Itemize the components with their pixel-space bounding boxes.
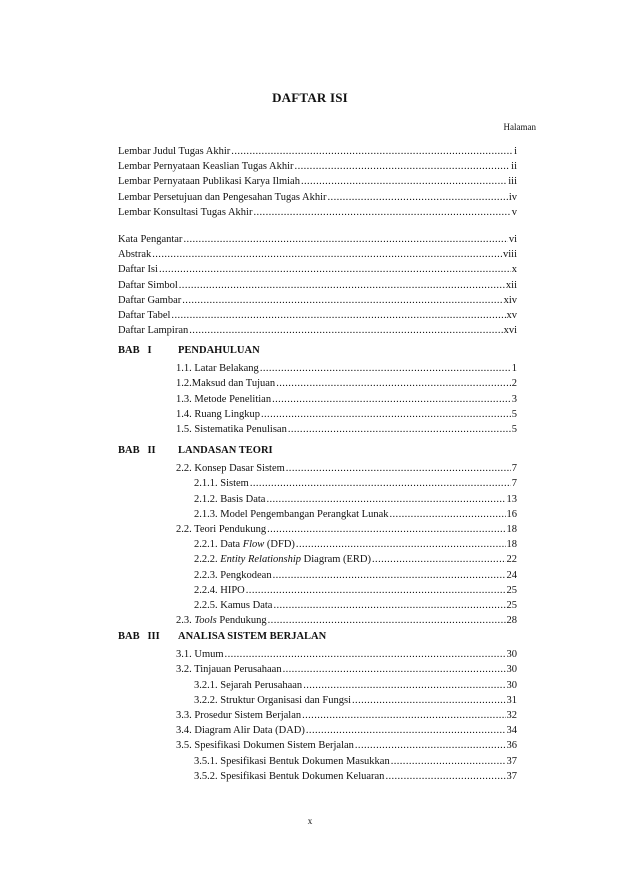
toc-entry-page: 30	[506, 664, 517, 676]
dot-leader	[328, 191, 508, 204]
toc-row	[118, 322, 517, 337]
toc-entry-page: iii	[508, 176, 517, 188]
toc-subsection-row	[194, 768, 517, 783]
toc-entry-label: Lembar Pernyataan Keaslian Tugas Akhir	[118, 161, 294, 173]
toc-entry-label: 2.2.5. Kamus Data	[194, 600, 273, 611]
toc-entry-label: 1.3. Metode Penelitian	[176, 393, 272, 405]
toc-entry-label: Kata Pengantar	[118, 234, 183, 245]
toc-entry-page: 25	[506, 600, 517, 611]
page-title: DAFTAR ISI	[272, 90, 348, 105]
toc-subsection-row	[194, 475, 517, 490]
toc-entry-page: xvi	[503, 325, 517, 337]
dot-leader	[152, 248, 502, 261]
toc-row	[118, 292, 517, 307]
toc-entry-page: 18	[506, 524, 517, 535]
toc-section-row	[176, 661, 517, 676]
chapter-heading	[118, 445, 273, 456]
toc-entry-page: 18	[506, 539, 517, 551]
dot-leader	[352, 694, 505, 707]
dot-leader	[355, 739, 506, 752]
toc-section-row	[176, 406, 517, 421]
toc-entry-label: 1.5. Sistematika Penulisan	[176, 424, 287, 435]
dot-leader	[273, 569, 506, 582]
dot-leader	[246, 584, 506, 597]
toc-section-row	[176, 737, 517, 752]
toc-entry-page: 37	[506, 755, 517, 767]
dot-leader	[372, 553, 505, 566]
dot-leader	[296, 538, 506, 551]
dot-leader	[182, 294, 502, 307]
toc-entry-label: 3.2.2. Struktur Organisasi dan Fungsi	[194, 694, 352, 706]
toc-entry-label: 3.2.1. Sejarah Perusahaan	[194, 679, 303, 691]
dot-leader	[306, 724, 506, 737]
dot-leader	[159, 263, 511, 276]
toc-entry-label: Daftar Gambar	[118, 294, 182, 306]
toc-entry-label: 2.1.1. Sistem	[194, 478, 249, 490]
toc-subsection-row	[194, 567, 517, 582]
toc-entry-page: 31	[506, 694, 517, 706]
toc-section-row	[176, 460, 517, 475]
toc-section-row	[176, 521, 517, 536]
toc-entry-page: x	[511, 264, 517, 276]
toc-entry-page: 30	[506, 679, 517, 691]
toc-entry-page: xii	[505, 279, 517, 291]
toc-entry-page: 2	[511, 378, 517, 390]
dot-leader	[302, 709, 505, 722]
dot-leader	[273, 599, 505, 612]
toc-entry-label: Lembar Judul Tugas Akhir	[118, 146, 231, 157]
toc-entry-page: iv	[508, 191, 517, 203]
column-header-halaman: Halaman	[503, 122, 536, 132]
toc-row	[118, 158, 517, 173]
toc-entry-page: 30	[506, 649, 517, 661]
toc-entry-label: 2.2. Konsep Dasar Sistem	[176, 463, 285, 475]
dot-leader	[286, 462, 511, 475]
dot-leader	[266, 493, 505, 506]
toc-entry-page: 7	[511, 463, 517, 475]
chapter-heading	[118, 345, 260, 356]
toc-entry-label: 2.2.4. HIPO	[194, 584, 245, 596]
toc-entry-page: xiv	[503, 294, 517, 306]
toc-entry-label: Daftar Simbol	[118, 279, 178, 291]
toc-entry-label: 2.1.3. Model Pengembangan Perangkat Lunak	[194, 508, 389, 520]
dot-leader	[283, 663, 506, 676]
page-number: x	[307, 816, 313, 826]
toc-entry-page: i	[514, 146, 517, 157]
toc-entry-label: 3.1. Umum	[176, 649, 224, 661]
toc-section-row	[176, 722, 517, 737]
dot-leader	[385, 770, 505, 783]
chapter-title: LANDASAN TEORI	[178, 445, 273, 456]
toc-entry-label: Daftar Tabel	[118, 310, 171, 321]
toc-entry-page: 37	[506, 770, 517, 782]
dot-leader	[260, 362, 511, 375]
toc-row	[118, 246, 517, 261]
toc-row	[118, 307, 517, 322]
toc-subsection-row	[194, 551, 517, 566]
dot-leader	[390, 508, 506, 521]
toc-row	[118, 204, 517, 219]
chapter-title: PENDAHULUAN	[178, 345, 260, 356]
dot-leader	[272, 393, 511, 406]
toc-section-row	[176, 421, 517, 436]
toc-entry-page: 32	[506, 710, 517, 721]
toc-entry-label: 1.4. Ruang Lingkup	[176, 408, 260, 420]
toc-entry-page: 22	[506, 554, 517, 566]
toc-entry-page: 5	[511, 424, 517, 435]
toc-entry-page: 1	[511, 363, 517, 375]
toc-section-row	[176, 391, 517, 406]
dot-leader	[261, 408, 511, 421]
toc-row	[118, 143, 517, 158]
toc-entry-label: Lembar Pernyataan Publikasi Karya Ilmiah	[118, 176, 300, 188]
dot-leader	[231, 145, 513, 158]
toc-entry-page: ii	[511, 161, 517, 173]
toc-entry-label: Abstrak	[118, 249, 152, 261]
toc-entry-label: 2.2. Teori Pendukung	[176, 524, 267, 535]
chapter-number: BAB II	[118, 445, 156, 456]
dot-leader	[276, 377, 511, 390]
toc-row	[118, 231, 517, 246]
toc-entry-label: 2.3. Tools Pendukung	[176, 615, 267, 627]
toc-section-row	[176, 360, 517, 375]
dot-leader	[179, 279, 505, 292]
toc-entry-page: 16	[506, 508, 517, 520]
dot-leader	[303, 679, 505, 692]
toc-entry-label: Lembar Persetujuan dan Pengesahan Tugas Akhir	[118, 191, 327, 203]
toc-entry-label: 3.5.2. Spesifikasi Bentuk Dokumen Keluaran	[194, 770, 385, 782]
toc-entry-label: 3.3. Prosedur Sistem Berjalan	[176, 710, 302, 721]
dot-leader	[250, 477, 511, 490]
toc-subsection-row	[194, 597, 517, 612]
toc-row	[118, 261, 517, 276]
toc-entry-label: Daftar Lampiran	[118, 325, 189, 337]
toc-entry-label: Lembar Konsultasi Tugas Akhir	[118, 206, 253, 218]
toc-entry-page: 5	[511, 408, 517, 420]
toc-entry-label: 2.2.3. Pengkodean	[194, 569, 272, 581]
toc-entry-label: 1.1. Latar Belakang	[176, 363, 259, 375]
toc-row	[118, 189, 517, 204]
toc-subsection-row	[194, 677, 517, 692]
toc-entry-label: 3.5.1. Spesifikasi Bentuk Dokumen Masukkan	[194, 755, 390, 767]
toc-entry-label: 2.1.2. Basis Data	[194, 493, 266, 505]
toc-section-row	[176, 646, 517, 661]
toc-subsection-row	[194, 753, 517, 768]
dot-leader	[268, 614, 506, 627]
toc-entry-page: 3	[511, 393, 517, 405]
toc-subsection-row	[194, 536, 517, 551]
chapter-number: BAB I	[118, 345, 152, 356]
toc-row	[118, 173, 517, 188]
toc-entry-label: 2.2.2. Entity Relationship Diagram (ERD)	[194, 554, 372, 566]
toc-entry-label: 3.4. Diagram Alir Data (DAD)	[176, 725, 305, 737]
toc-entry-label: Daftar Isi	[118, 264, 158, 276]
toc-subsection-row	[194, 506, 517, 521]
toc-entry-label: 1.2.Maksud dan Tujuan	[176, 378, 276, 390]
toc-section-row	[176, 375, 517, 390]
toc-entry-page: v	[511, 206, 517, 218]
dot-leader	[253, 206, 510, 219]
toc-entry-page: 25	[506, 584, 517, 596]
dot-leader	[183, 233, 507, 246]
toc-row	[118, 277, 517, 292]
toc-subsection-row	[194, 491, 517, 506]
toc-entry-label: 2.2.1. Data Flow (DFD)	[194, 539, 295, 551]
dot-leader	[391, 755, 506, 768]
dot-leader	[295, 160, 511, 173]
toc-entry-page: xv	[506, 310, 517, 321]
dot-leader	[189, 324, 502, 337]
dot-leader	[301, 175, 507, 188]
toc-section-row	[176, 707, 517, 722]
toc-entry-page: 36	[506, 740, 517, 752]
toc-entry-label: 3.5. Spesifikasi Dokumen Sistem Berjalan	[176, 740, 354, 752]
toc-entry-page: viii	[502, 249, 517, 261]
toc-entry-page: 28	[506, 615, 517, 627]
toc-section-row	[176, 612, 517, 627]
dot-leader	[288, 423, 511, 436]
toc-subsection-row	[194, 692, 517, 707]
chapter-number: BAB III	[118, 631, 160, 642]
toc-entry-page: 13	[506, 493, 517, 505]
dot-leader	[267, 523, 505, 536]
toc-entry-page: 7	[511, 478, 517, 490]
dot-leader	[225, 648, 506, 661]
toc-entry-page: 24	[506, 569, 517, 581]
toc-entry-page: 34	[506, 725, 517, 737]
toc-subsection-row	[194, 582, 517, 597]
toc-entry-label: 3.2. Tinjauan Perusahaan	[176, 664, 282, 676]
dot-leader	[171, 309, 505, 322]
chapter-heading	[118, 631, 326, 642]
chapter-title: ANALISA SISTEM BERJALAN	[178, 631, 327, 642]
toc-entry-page: vi	[508, 234, 517, 245]
